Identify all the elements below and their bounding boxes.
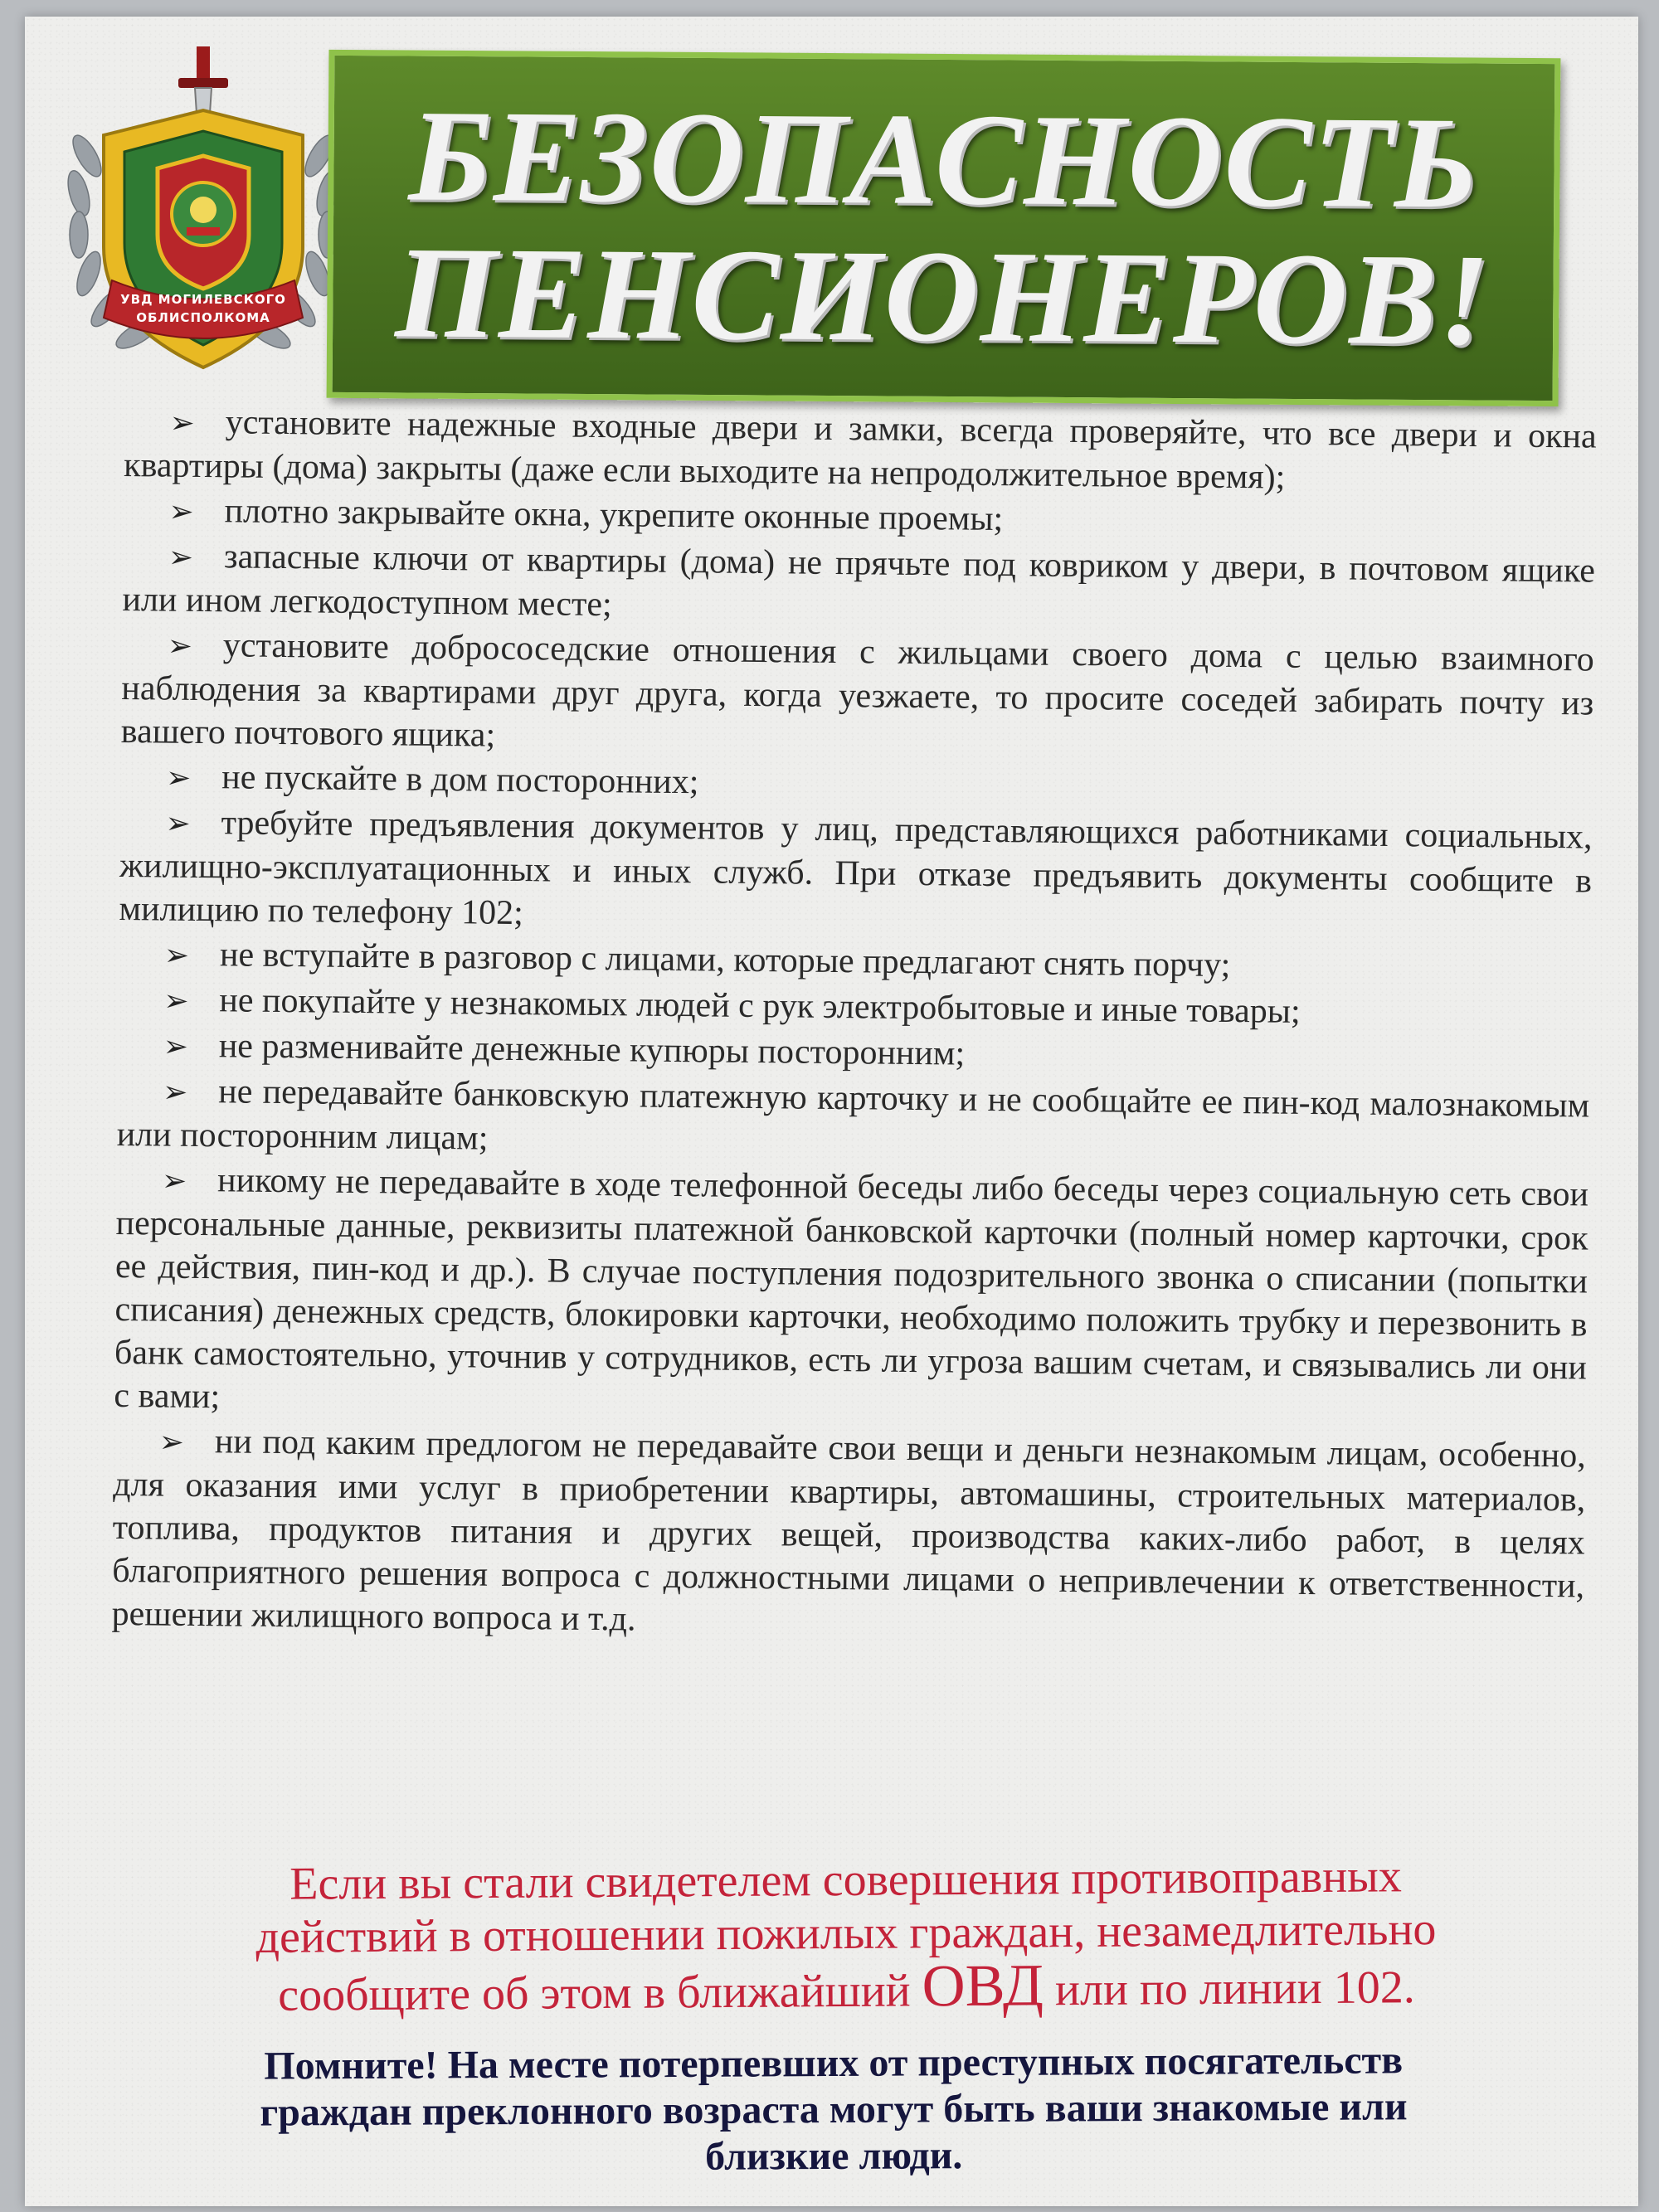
list-item: ➢ ни под каким предлогом не передавайте свои вещи и деньги незнакомым лицам, особенно, для оказания ими услуг в приобретении квартиры, автомашины, строительных материалов, топлива, продуктов питания и других вещей, производства каких-либо работ, в целях благоприятного решения вопроса с должностными лицами о непривлечении к ответственности, решении жилищного вопроса и т.д.: [111, 1419, 1586, 1651]
list-item: ➢ запасные ключи от квартиры (дома) не прячьте под ковриком у двери, в почтовом ящике или ином легкодоступном месте;: [122, 534, 1595, 637]
list-item: ➢ требуйте предъявления документов у лиц, представляющихся работниками социальных, жилищно-эксплуатационных и иных служб. При отказе предъявить документы сообщите в милицию по телефону 102;: [119, 800, 1593, 946]
list-item: ➢ не покупайте у незнакомых людей с рук электробытовые и иные товары;: [118, 978, 1590, 1038]
arrowhead-bullet-icon: ➢: [169, 406, 196, 440]
ovd-highlight: ОВД: [922, 1952, 1044, 2020]
arrowhead-bullet-icon: ➢: [161, 1164, 187, 1198]
title-banner: [327, 50, 1561, 406]
list-item: ➢ никому не передавайте в ходе телефонной беседы либо беседы через социальную сеть свои персональные данные, реквизиты платежной банковской карточки (полный номер карточки, срок ее действия, пин-код и др.). В случае поступления подозрительного звонка о списании (попытки списания) денежных средств, блокировки карточки, необходимо положить трубку и перезвонить в банк самостоятельно, уточнив у сотрудников, есть ли угроза вашим счетам, и связывались ли они с вами;: [114, 1158, 1588, 1433]
arrowhead-bullet-icon: ➢: [163, 984, 189, 1018]
list-item: ➢ не вступайте в разговор с лицами, которые предлагают снять порчу;: [119, 932, 1591, 992]
arrowhead-bullet-icon: ➢: [168, 494, 194, 528]
arrowhead-bullet-icon: ➢: [158, 1425, 185, 1459]
arrowhead-bullet-icon: ➢: [168, 540, 194, 574]
emblem-caption-line1: УВД МОГИЛЕВСКОГО: [120, 292, 286, 307]
list-item: ➢ установите надежные входные двери и замки, всегда проверяйте, что все двери и окна квартиры (дома) закрыты (даже если выходите на непродолжительное время);: [124, 400, 1597, 503]
warning-message: [107, 1849, 1584, 2023]
arrowhead-bullet-icon: ➢: [163, 938, 190, 972]
title-line-1: БЕЗОПАСНОСТЬ: [408, 83, 1481, 236]
police-shield-emblem-icon: [54, 32, 353, 388]
arrowhead-bullet-icon: ➢: [165, 761, 192, 795]
remember-line-1: Помните! На месте потерпевших от преступных посягательств: [264, 2038, 1404, 2088]
title-line-2: ПЕНСИОНЕРОВ!: [394, 220, 1492, 373]
list-item: ➢ не разменивайте денежные купюры посторонним;: [118, 1023, 1590, 1083]
warning-line-3: сообщите об этом в ближайший ОВД или по линии 102.: [278, 1952, 1415, 2021]
list-item: ➢ не пускайте в дом посторонних;: [120, 755, 1593, 814]
remember-line-3: близкие люди.: [705, 2133, 963, 2179]
remember-line-2: граждан преклонного возраста могут быть ваши знакомые или: [260, 2084, 1408, 2135]
arrowhead-bullet-icon: ➢: [167, 629, 193, 663]
remember-message: [95, 2036, 1573, 2183]
safety-tips-list: [111, 400, 1597, 1653]
list-item: ➢ плотно закрывайте окна, укрепите оконные проемы;: [123, 489, 1595, 548]
arrowhead-bullet-icon: ➢: [162, 1075, 188, 1109]
emblem-caption-line2: ОБЛИСПОЛКОМА: [136, 310, 270, 325]
arrowhead-bullet-icon: ➢: [165, 806, 191, 840]
warning-line-2: действий в отношении пожилых граждан, незамедлительно: [255, 1903, 1437, 1963]
list-item: ➢ установите добрососедские отношения с жильцами своего дома с целью взаимного наблюдения за квартирами друг друга, когда уезжаете, то просите соседей забирать почту из вашего почтового ящика;: [121, 623, 1595, 769]
poster: [25, 17, 1638, 2206]
warning-line-1: Если вы стали свидетелем совершения противоправных: [289, 1850, 1403, 1910]
arrowhead-bullet-icon: ➢: [163, 1029, 189, 1063]
list-item: ➢ не передавайте банковскую платежную карточку и не сообщайте ее пин-код малознакомым или посторонним лицам;: [116, 1069, 1589, 1172]
